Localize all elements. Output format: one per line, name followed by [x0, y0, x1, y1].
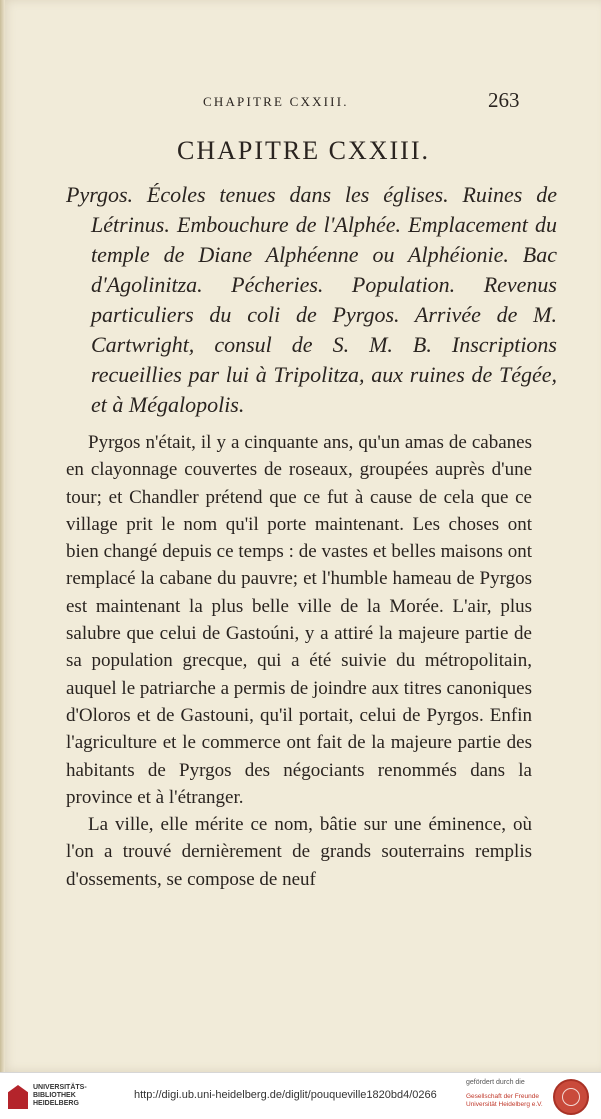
running-head [0, 88, 601, 112]
sponsor-name[interactable] [466, 1093, 543, 1109]
sponsor-name-line-1: Gesellschaft der Freunde [466, 1093, 539, 1100]
library-name-line-1: UNIVERSITÄTS- [33, 1084, 87, 1091]
viewer-footer [0, 1072, 601, 1119]
library-name[interactable] [33, 1084, 87, 1108]
library-name-line-2: BIBLIOTHEK [33, 1092, 76, 1099]
permalink-url[interactable]: http://digi.ub.uni-heidelberg.de/diglit/pouqueville1820bd4/0266 [134, 1089, 437, 1101]
chapter-summary: Pyrgos. Écoles tenues dans les églises. Ruines de Létrinus. Embouchure de l'Alphée. Emplacement du temple de Diane Alphéenne ou Alphéionie. Bac d'Agolinitza. Pécheries. Population. Revenus particuliers du coli de Pyrgos. Arrivée de M. Cartwright, consul de S. M. B. Inscriptions recueillies par lui à Tripolitza, aux ruines de Tégée, et à Mégalopolis. [66, 182, 557, 417]
body-paragraph-2: La ville, elle mérite ce nom, bâtie sur une éminence, où l'on a trouvé dernièrement de grands souterrains remplis d'ossements, se compose de neuf [66, 814, 532, 890]
ub-heidelberg-logo-icon[interactable] [8, 1085, 28, 1109]
sponsor-name-line-2: Universität Heidelberg e.V. [466, 1101, 543, 1108]
page-number: 263 [488, 88, 520, 112]
chapter-heading: CHAPITRE CXXIII. [177, 136, 430, 165]
sponsor-label: gefördert durch die [466, 1079, 525, 1086]
library-name-line-3: HEIDELBERG [33, 1100, 79, 1107]
university-seal-icon[interactable] [553, 1079, 589, 1115]
body-paragraph-1: Pyrgos n'était, il y a cinquante ans, qu'un amas de cabanes en clayonnage couvertes de roseaux, groupées auprès d'une tour; et Chandler prétend que ce fut à cause de cela que ce village prit le nom qu'il porte maintenant. Les choses ont bien changé depuis ce temps : de vastes et belles maisons ont remplacé la cabane du pauvre; et l'humble hameau de Pyrgos est maintenant la plus belle ville de la Morée. L'air, plus salubre que celui de Gastoúni, y a attiré la majeure partie de sa population grecque, qui a été suivie du métropolitain, auquel le patriarche a permis de joindre aux titres canoniques d'Oloros et de Gastouni, qu'il portait, celui de Pyrgos. Enfin l'agriculture et le commerce ont fait de la majeure partie des habitants de Pyrgos des négociants renommés dans la province et à l'étranger. [66, 432, 532, 808]
body-text [66, 429, 532, 893]
running-head-title: CHAPITRE CXXIII. [203, 94, 349, 109]
